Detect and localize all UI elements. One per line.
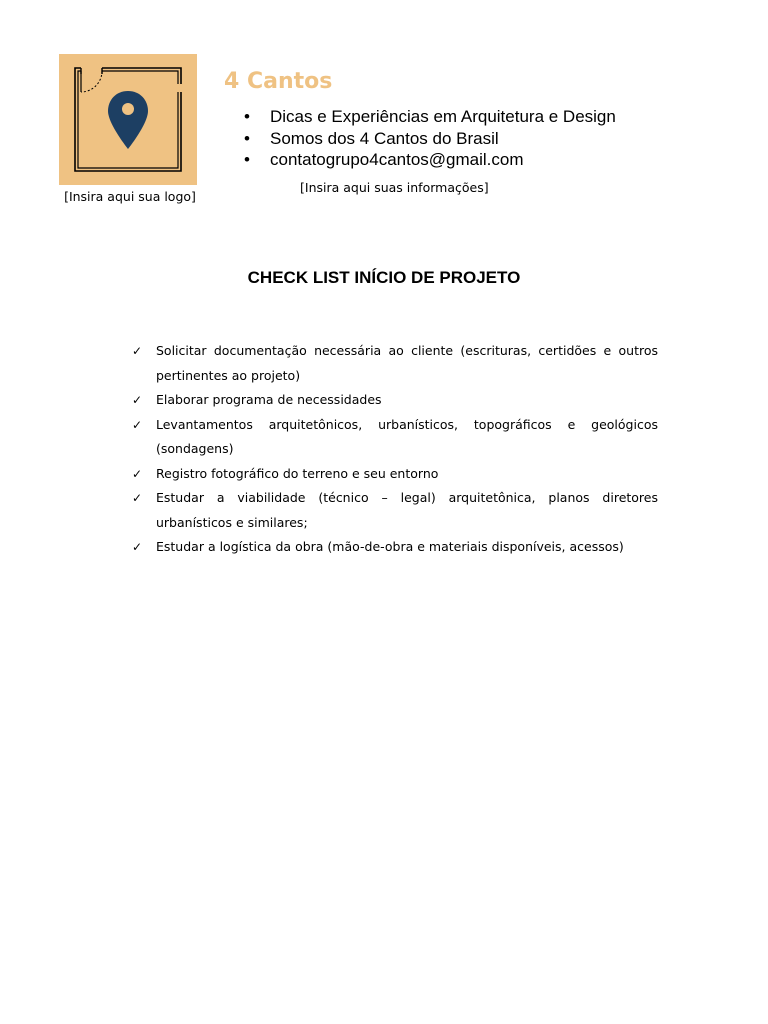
brand-name: 4 Cantos: [224, 69, 333, 94]
bullet-icon: •: [244, 150, 250, 169]
checkmark-icon: ✓: [132, 393, 143, 407]
info-list: [244, 106, 616, 171]
checkmark-icon: ✓: [132, 466, 143, 481]
checklist-item: ✓ Levantamentos arquitetônicos, urbanísticos, topográficos e geológicos (sondagens): [132, 413, 658, 462]
logo: [59, 54, 197, 185]
logo-caption: [Insira aqui sua logo]: [64, 189, 196, 204]
bullet-icon: •: [244, 128, 250, 148]
info-item-email: • contatogrupo4cantos@gmail.com: [244, 150, 524, 169]
checkmark-icon: ✓: [132, 344, 143, 358]
document-title: CHECK LIST INÍCIO DE PROJETO: [247, 268, 521, 287]
checklist-item: ✓ Registro fotográfico do terreno e seu entorno: [132, 462, 658, 487]
checklist-item: ✓ Solicitar documentação necessária ao cliente (escrituras, certidões e outros pertinentes ao projeto): [132, 339, 658, 388]
checkmark-icon: ✓: [132, 417, 143, 432]
checklist: [132, 339, 658, 560]
checkmark-icon: ✓: [132, 491, 143, 505]
bullet-icon: •: [244, 107, 250, 126]
map-pin-floorplan-icon: [59, 54, 197, 185]
info-caption: [Insira aqui suas informações]: [300, 180, 489, 195]
checklist-item: ✓ Estudar a viabilidade (técnico – legal) arquitetônica, planos diretores urbanísticos e similares;: [132, 486, 658, 535]
checkmark-icon: ✓: [132, 540, 143, 554]
info-item: • Somos dos 4 Cantos do Brasil: [244, 128, 499, 148]
checklist-item: ✓ Elaborar programa de necessidades: [132, 388, 658, 413]
checklist-item: ✓ Estudar a logística da obra (mão-de-obra e materiais disponíveis, acessos): [132, 535, 658, 560]
info-item: • Dicas e Experiências em Arquitetura e Design: [244, 107, 616, 126]
